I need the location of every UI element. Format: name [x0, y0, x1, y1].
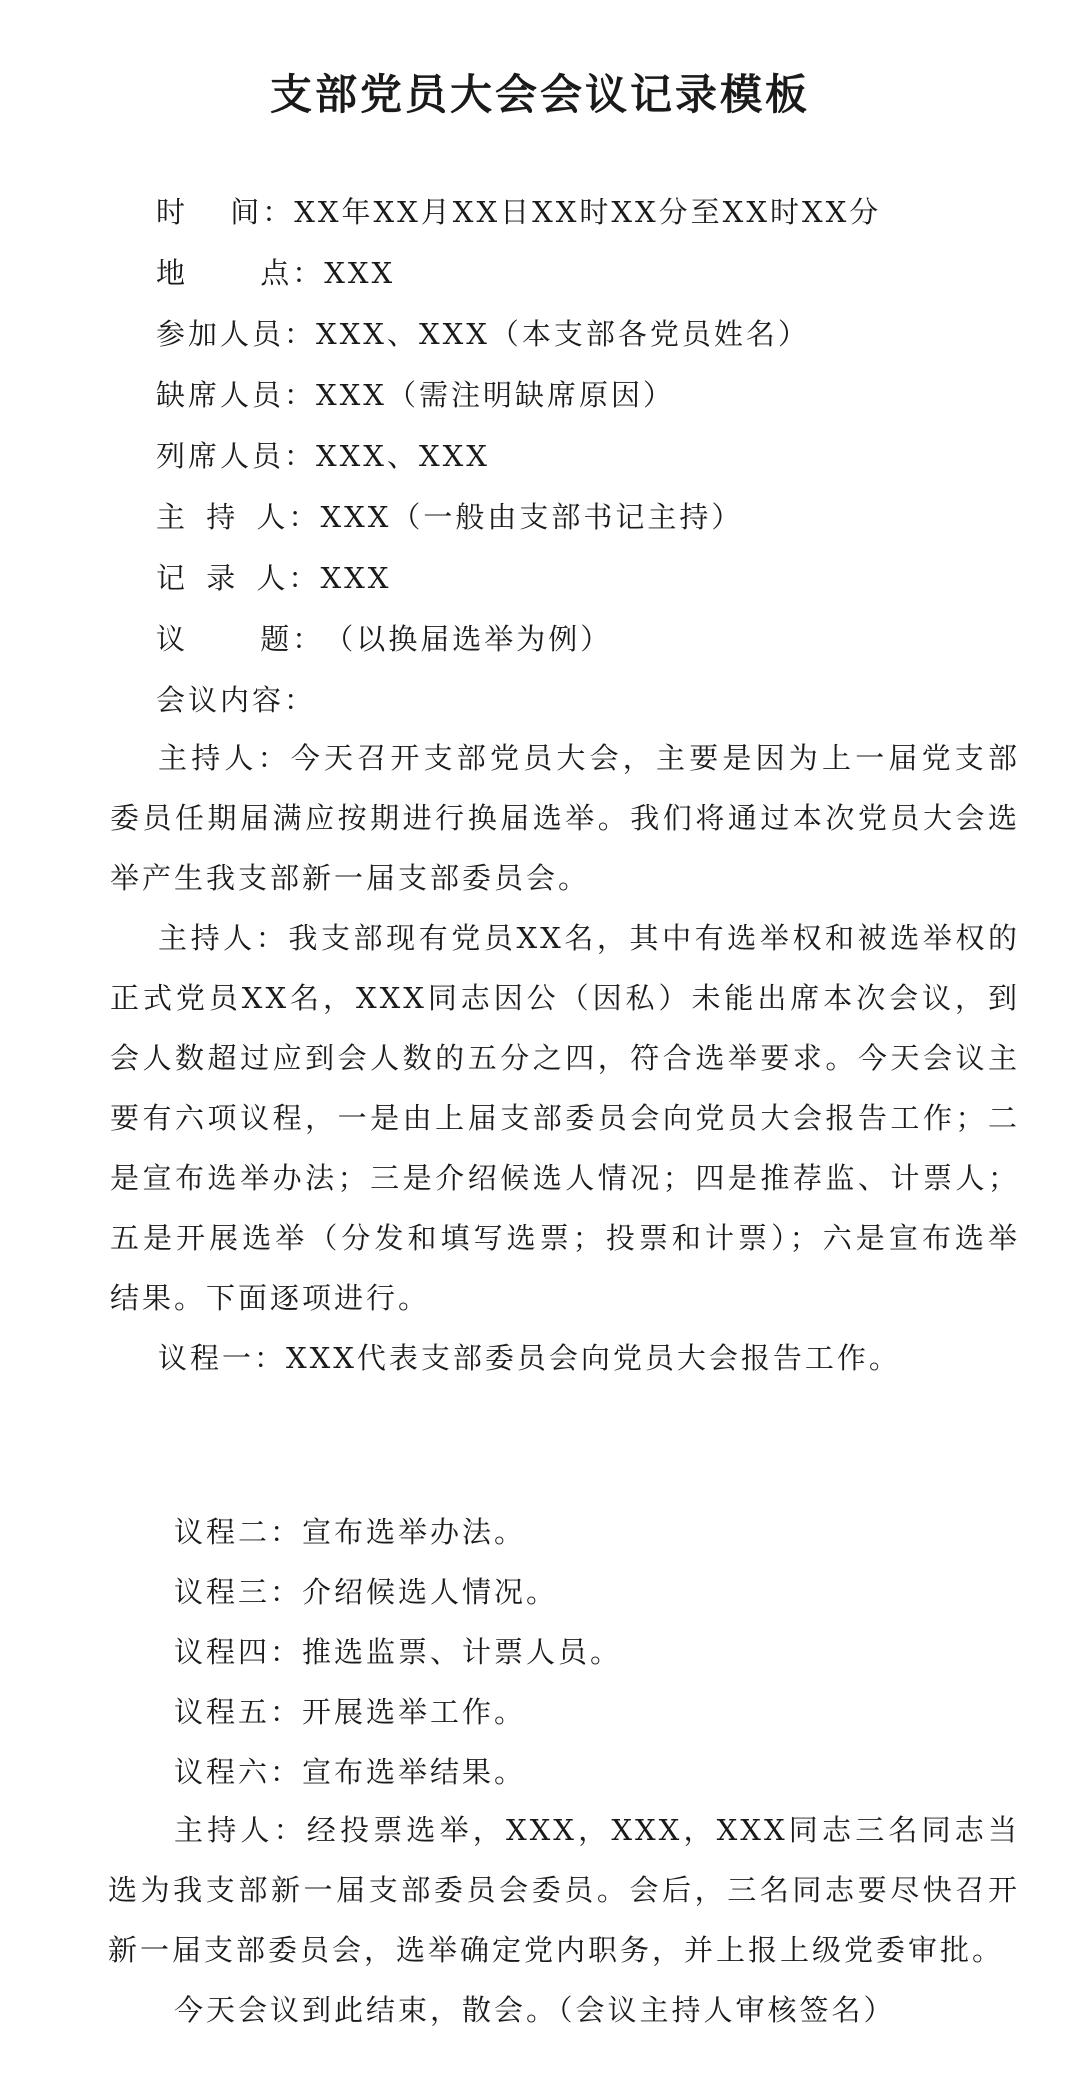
document-title: 支部党员大会会议记录模板 — [269, 70, 810, 119]
field-label: 列席人员： — [156, 439, 317, 473]
field-value: XXX、XXX（本支部各党员姓名） — [316, 317, 810, 351]
field-value: XXX — [324, 256, 396, 290]
field-label: 议 题： — [156, 622, 325, 656]
paragraph-agenda-overview: 主持人：我支部现有党员XX名，其中有选举权和被选举权的正式党员XX名，XXX同志因公（因私）未能出席本次会议，到会人数超过应到会人数的五分之四，符合选举要求。今天会议主要有六项议程，一是由上届支部委员会向党员大会报告工作；二是宣布选举办法；三是介绍候选人情况；四是推荐监、计票人；五是开展选举（分发和填写选票；投票和计票）；六是宣布选举结果。下面逐项进行。 — [110, 921, 1020, 1315]
paragraph-election-result: 主持人：经投票选举，XXX，XXX，XXX同志三名同志当选为我支部新一届支部委员会委员。会后，三名同志要尽快召开新一届支部委员会，选举确定党内职务，并上报上级党委审批。 — [108, 1813, 1020, 1967]
field-label: 参加人员： — [156, 317, 317, 351]
field-label: 主 持 人： — [156, 500, 321, 534]
field-host — [156, 500, 744, 534]
field-recorder — [156, 561, 392, 595]
agenda-item: 议程四：推选监票、计票人员。 — [174, 1635, 623, 1669]
agenda-item: 议程六：宣布选举结果。 — [174, 1755, 527, 1789]
agenda-item: 议程五：开展选举工作。 — [174, 1695, 527, 1729]
field-value: XXX、XXX — [316, 439, 490, 473]
agenda-item: 议程二：宣布选举办法。 — [174, 1515, 527, 1549]
field-location — [156, 256, 396, 290]
field-value: XXX — [320, 561, 392, 595]
field-value: （以换届选举为例） — [324, 622, 613, 656]
paragraph-agenda-one: 议程一：XXX代表支部委员会向党员大会报告工作。 — [158, 1341, 901, 1375]
paragraph-opening: 主持人：今天召开支部党员大会，主要是因为上一届党支部委员任期届满应按期进行换届选举。我们将通过本次党员大会选举产生我支部新一届支部委员会。 — [110, 741, 1020, 895]
field-label: 地 点： — [156, 256, 325, 290]
field-time — [156, 195, 882, 229]
paragraph-closing: 今天会议到此结束，散会。（会议主持人审核签名） — [174, 1993, 896, 2027]
field-value: XX年XX月XX日XX时XX分至XX时XX分 — [294, 195, 882, 229]
field-absentees — [156, 378, 675, 412]
field-label: 缺席人员： — [156, 378, 317, 412]
content-label: 会议内容： — [156, 683, 317, 717]
field-value: XXX（一般由支部书记主持） — [320, 500, 744, 534]
field-topic — [156, 622, 613, 656]
field-value: XXX（需注明缺席原因） — [316, 378, 675, 412]
field-label: 时 间： — [156, 195, 295, 229]
field-observers — [156, 439, 490, 473]
agenda-item: 议程三：介绍候选人情况。 — [174, 1575, 559, 1609]
field-attendees — [156, 317, 810, 351]
field-label: 记 录 人： — [156, 561, 321, 595]
